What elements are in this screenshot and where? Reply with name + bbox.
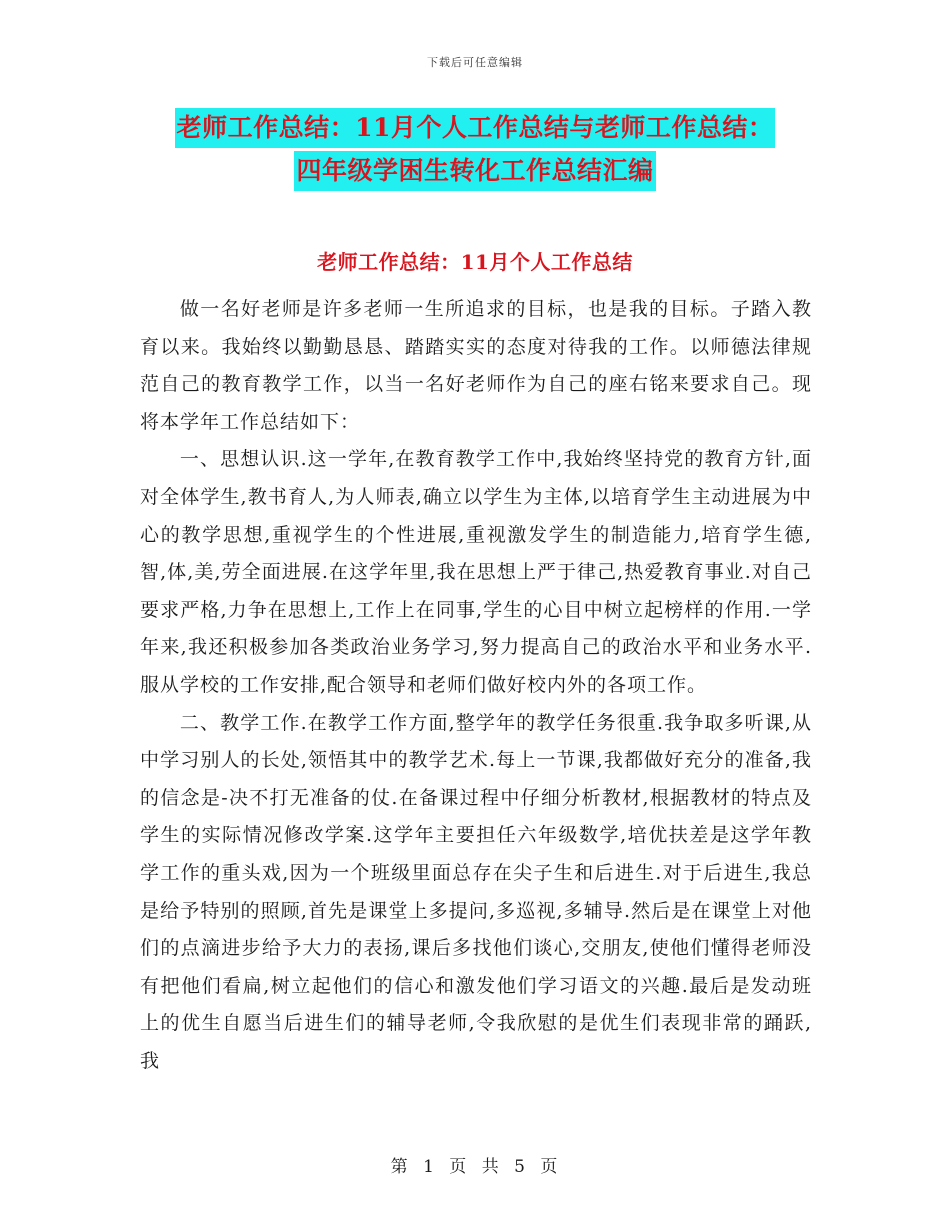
paragraph-intro: 做一名好老师是许多老师一生所追求的目标，也是我的目标。子踏入教育以来。我始终以勤勤恳恳、踏踏实实的态度对待我的工作。以师德法律规范自己的教育教学工作，以当一名好老师作为自己的座右铭来要求自己。现将本学年工作总结如下： bbox=[140, 298, 812, 433]
title-line-1: 老师工作总结：11月个人工作总结与老师工作总结： bbox=[175, 108, 776, 148]
title-line-2: 四年级学困生转化工作总结汇编 bbox=[294, 151, 655, 191]
page-indicator: 第 1 页 共 5 页 bbox=[390, 1157, 560, 1177]
paragraph-thought: 一、思想认识.这一学年,在教育教学工作中,我始终坚持党的教育方针,面对全体学生,教书育人,为人师表,确立以学生为主体,以培育学生主动进展为中心的教学思想,重视学生的个性进展,重视激发学生的制造能力,培育学生德,智,体,美,劳全面进展.在这学年里,我在思想上严于律己,热爱教育事业.对自己要求严格,力争在思想上,工作上在同事,学生的心目中树立起榜样的作用.一学年来,我还积极参加各类政治业务学习,努力提高自己的政治水平和业务水平.服从学校的工作安排,配合领导和老师们做好校内外的各项工作。 bbox=[140, 448, 812, 696]
paragraph-teaching: 二、教学工作.在教学工作方面,整学年的教学任务很重.我争取多听课,从中学习别人的长处,领悟其中的教学艺术.每上一节课,我都做好充分的准备,我的信念是-决不打无准备的仗.在备课过程中仔细分析教材,根据教材的特点及学生的实际情况修改学案.这学年主要担任六年级数学,培优扶差是这学年教学工作的重头戏,因为一个班级里面总存在尖子生和后进生.对于后进生,我总是给予特别的照顾,首先是课堂上多提问,多巡视,多辅导.然后是在课堂上对他们的点滴进步给予大力的表扬,课后多找他们谈心,交朋友,使他们懂得老师没有把他们看扁,树立起他们的信心和激发他们学习语文的兴趣.最后是发动班上的优生自愿当后进生们的辅导老师,令我欣慰的是优生们表现非常的踊跃,我 bbox=[140, 711, 812, 1072]
document-title bbox=[0, 108, 950, 191]
body-text bbox=[140, 291, 812, 1080]
section-title: 老师工作总结：11月个人工作总结 bbox=[317, 250, 633, 274]
header-note: 下载后可任意编辑 bbox=[427, 56, 523, 69]
